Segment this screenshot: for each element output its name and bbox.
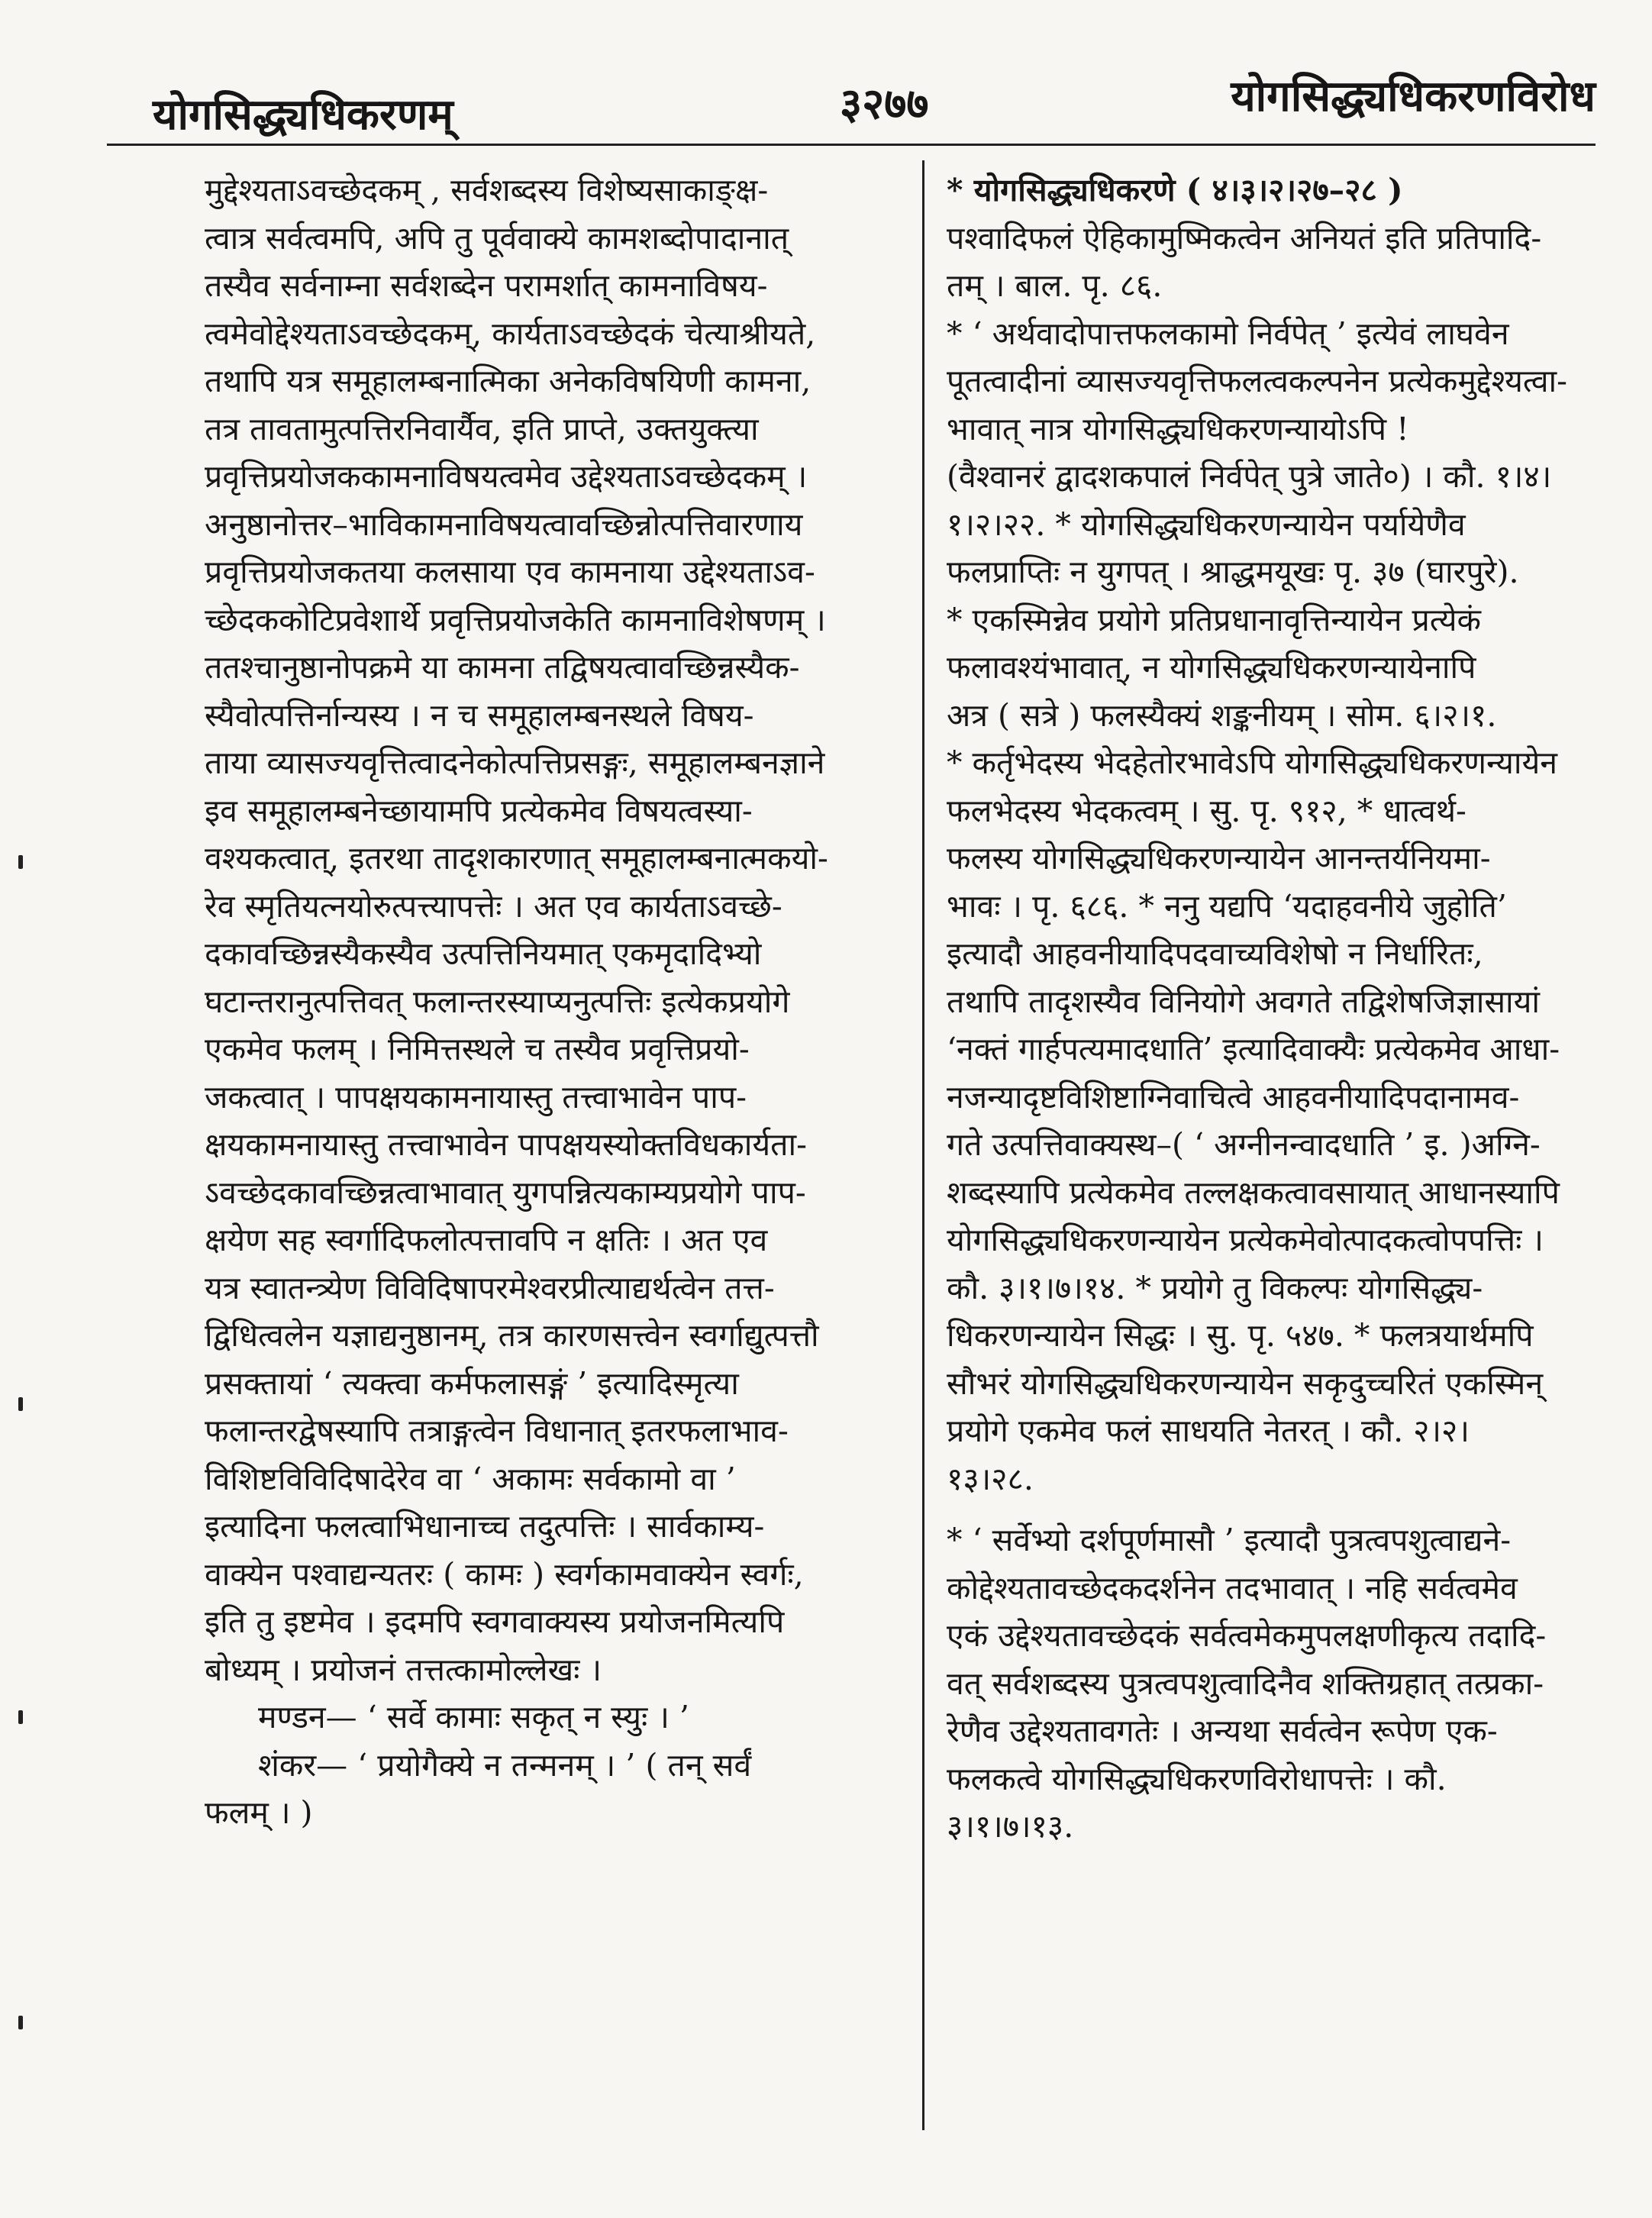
- text-line: इति तु इष्टमेव । इदमपि स्वगवाक्यस्य प्रयोजनमित्यपि: [205, 1603, 785, 1640]
- text-line: वाक्येन पश्वाद्यन्यतरः ( कामः ) स्वर्गकामवाक्येन स्वर्गः,: [205, 1555, 804, 1593]
- text-line: सौभरं योगसिद्ध्यधिकरणन्यायेन सकृदुच्चरितं एकस्मिन्: [947, 1364, 1544, 1402]
- text-line: तत्र तावतामुत्पत्तिरनिवार्यैव, इति प्राप्ते, उक्तयुक्त्या: [205, 410, 759, 447]
- column-divider: [922, 160, 924, 2130]
- text-line: फलावश्यंभावात्, न योगसिद्ध्यधिकरणन्यायेनापि: [947, 649, 1476, 686]
- text-line: फलभेदस्य भेदकत्वम् । सु. पृ. ९१२, * धात्वर्थ-: [947, 792, 1466, 829]
- dialog-line: मण्डन— ‘ सर्वे कामाः सकृत् न स्युः । ’: [258, 1699, 689, 1735]
- text-line: च्छेदककोटिप्रवेशार्थे प्रवृत्तिप्रयोजकेति कामनाविशेषणम् ।: [205, 601, 826, 638]
- text-line: वत् सर्वशब्दस्य पुत्रत्वपशुत्वादिनैव शक्तिग्रहात् तत्प्रका-: [947, 1664, 1544, 1702]
- text-line: इव समूहालम्बनेच्छायामपि प्रत्येकमेव विषयत्वस्या-: [205, 792, 753, 829]
- margin-mark: [18, 2016, 23, 2029]
- text-line: तथापि यत्र समूहालम्बनात्मिका अनेकविषयिणी कामना,: [205, 363, 811, 399]
- text-line: पूतत्वादीनां व्यासज्यवृत्तिफलत्वकल्पनेन प्रत्येकमुद्देश्यत्वा-: [947, 363, 1568, 399]
- text-line: * एकस्मिन्नेव प्रयोगे प्रतिप्रधानावृत्तिन्यायेन प्रत्येकं: [947, 601, 1481, 638]
- text-line: ताया व्यासज्यवृत्तित्वादनेकोत्पत्तिप्रसङ्गः, समूहालम्बनज्ञाने: [205, 744, 825, 781]
- text-line: (वैश्वानरं द्वादशकपालं निर्वपेत् पुत्रे जाते०) । कौ. १।४।: [947, 458, 1552, 495]
- text-line: नजन्यादृष्टविशिष्टाग्निवाचित्वे आहवनीयादिपदानामव-: [947, 1078, 1520, 1115]
- text-line: स्यैवोत्पत्तिर्नान्यस्य । न च समूहालम्बनस्थले विषय-: [205, 696, 754, 734]
- text-line: ३।१।७।१३.: [947, 1808, 1074, 1845]
- margin-mark: [18, 1397, 23, 1411]
- text-line: भावः । पृ. ६८६. * ननु यद्यपि ‘यदाहवनीये जुहोति’: [947, 887, 1507, 925]
- text-line: रेव स्मृतियत्नयोरुत्पत्त्यापत्तेः । अत एव कार्यताऽवच्छे-: [205, 887, 782, 925]
- margin-mark: [18, 855, 23, 869]
- text-line: तम् । बाल. पृ. ८६.: [947, 267, 1163, 304]
- running-head-right: योगसिद्ध्यधिकरणविरोध: [1231, 71, 1596, 121]
- text-line: पश्वादिफलं ऐहिकामुष्मिकत्वेन अनियतं इति प्रतिपादि-: [947, 219, 1542, 257]
- text-line: दकावच्छिन्नस्यैकस्यैव उत्पत्तिनियमात् एकमृदादिभ्यो: [205, 935, 762, 972]
- text-line: कोद्देश्यतावच्छेदकदर्शनेन तदभावात् । नहि सर्वत्वमेव: [947, 1569, 1518, 1606]
- margin-mark: [18, 1710, 23, 1724]
- text-line: प्रसक्तायां ‘ त्यक्त्वा कर्मफलासङ्गं ’ इत्यादिस्मृत्या: [205, 1364, 739, 1402]
- text-line: मुद्देश्यताऽवच्छेदकम् , सर्वशब्दस्य विशेष्यसाकाङ्क्ष-: [205, 172, 769, 208]
- text-line: तथापि तादृशस्यैव विनियोगे अवगते तद्विशेषजिज्ञासायां: [947, 983, 1541, 1020]
- text-line: गते उत्पत्तिवाक्यस्थ–( ‘ अग्नीनन्वादधाति ’ इ. )अग्नि-: [947, 1126, 1541, 1163]
- text-line: ऽवच्छेदकावच्छिन्नत्वाभावात् युगपन्नित्यकाम्यप्रयोगे पाप-: [205, 1174, 806, 1211]
- text-line: एकं उद्देश्यतावच्छेदकं सर्वत्वमेकमुपलक्षणीकृत्य तदादि-: [947, 1617, 1547, 1654]
- text-line: धिकरणन्यायेन सिद्धः । सु. पृ. ५४७. * फलत्रयार्थमपि: [947, 1317, 1534, 1354]
- text-line: वश्यकत्वात्, इतरथा तादृशकारणात् समूहालम्बनात्मकयो-: [205, 840, 828, 877]
- text-line: * योगसिद्ध्यधिकरणे ( ४।३।२।२७–२८ ): [947, 172, 1403, 208]
- right-column: [947, 166, 1618, 1851]
- text-line: * कर्तृभेदस्य भेदहेतोरभावेऽपि योगसिद्ध्यधिकरणन्यायेन: [947, 744, 1558, 781]
- text-line: शब्दस्यापि प्रत्येकमेव तल्लक्षकत्वावसायात् आधानस्यापि: [947, 1174, 1560, 1211]
- text-line: अनुष्ठानोत्तर–भाविकामनाविषयत्वावच्छिन्नोत्पत्तिवारणाय: [205, 505, 803, 543]
- text-line: * ‘ अर्थवादोपात्तफलकामो निर्वपेत् ’ इत्येवं लाघवेन: [947, 315, 1509, 352]
- header-rule: [107, 144, 1596, 146]
- text-line: त्वात्र सर्वत्वमपि, अपि तु पूर्ववाक्ये कामशब्दोपादानात्: [205, 219, 789, 257]
- dialog-line: शंकर— ‘ प्रयोगैक्ये न तन्मनम् । ’ ( तन् सर्वं: [258, 1746, 752, 1784]
- text-line: १३।२८.: [947, 1460, 1034, 1497]
- text-line: तस्यैव सर्वनाम्ना सर्वशब्देन परामर्शात् कामनाविषय-: [205, 267, 768, 304]
- text-line: घटान्तरानुत्पत्तिवत् फलान्तरस्याप्यनुत्पत्तिः इत्येकप्रयोगे: [205, 983, 790, 1020]
- text-line: ततश्चानुष्ठानोपक्रमे या कामना तद्विषयत्वावच्छिन्नस्यैक-: [205, 649, 800, 686]
- text-line: यत्र स्वातन्त्र्येण विविदिषापरमेश्वरप्रीत्याद्यर्थत्वेन तत्त-: [205, 1269, 775, 1306]
- text-line: बोध्यम् । प्रयोजनं तत्तत्कामोल्लेखः ।: [205, 1651, 602, 1688]
- text-line: प्रवृत्तिप्रयोजककामनाविषयत्वमेव उद्देश्यताऽवच्छेदकम् ।: [205, 458, 808, 495]
- text-line: फलस्य योगसिद्ध्यधिकरणन्यायेन आनन्तर्यनियमा-: [947, 840, 1491, 877]
- text-line: अत्र ( सत्रे ) फलस्यैक्यं शङ्कनीयम् । सोम. ६।२।१.: [947, 696, 1497, 734]
- page-header: [46, 53, 1603, 145]
- text-line: जकत्वात् । पापक्षयकामनायास्तु तत्त्वाभावेन पाप-: [205, 1078, 747, 1115]
- text-line: फलकत्वे योगसिद्ध्यधिकरणविरोधापत्तेः । कौ.: [947, 1760, 1447, 1797]
- text-line: द्विधित्वलेन यज्ञाद्यनुष्ठानम्, तत्र कारणसत्त्वेन स्वर्गाद्युत्पत्तौ: [205, 1317, 819, 1354]
- text-line: क्षयकामनायास्तु तत्त्वाभावेन पापक्षयस्योक्तविधकार्यता-: [205, 1126, 807, 1163]
- text-line: १।२।२२. * योगसिद्ध्यधिकरणन्यायेन पर्यायेणैव: [947, 505, 1466, 543]
- text-line: ‘नक्तं गार्हपत्यमादधाति’ इत्यादिवाक्यैः प्रत्येकमेव आधा-: [947, 1031, 1560, 1067]
- text-line: क्षयेण सह स्वर्गादिफलोत्पत्तावपि न क्षतिः । अत एव: [205, 1222, 768, 1258]
- text-line: भावात् नात्र योगसिद्ध्यधिकरणन्यायोऽपि !: [947, 410, 1409, 447]
- text-line: प्रयोगे एकमेव फलं साधयति नेतरत् । कौ. २।२।: [947, 1412, 1470, 1449]
- text-line: इत्यादौ आहवनीयादिपदवाच्यविशेषो न निर्धारितः,: [947, 935, 1483, 972]
- page-number: ३२७७: [840, 79, 929, 129]
- text-line: फलप्राप्तिः न युगपत् । श्राद्धमयूखः पृ. ३७ (घारपुरे).: [947, 554, 1519, 590]
- text-line: योगसिद्ध्यधिकरणन्यायेन प्रत्येकमेवोत्पादकत्वोपपत्तिः ।: [947, 1222, 1544, 1258]
- left-column: [205, 166, 892, 1837]
- text-line: प्रवृत्तिप्रयोजकतया कलसाया एव कामनाया उद्देश्यताऽव-: [205, 554, 815, 590]
- text-line: फलान्तरद्वेषस्यापि तत्राङ्गत्वेन विधानात् इतरफलाभाव-: [205, 1412, 789, 1449]
- running-head-left: योगसिद्ध्यधिकरणम्: [153, 89, 453, 140]
- text-line: त्वमेवोद्देश्यताऽवच्छेदकम्, कार्यताऽवच्छेदकं चेत्याश्रीयते,: [205, 315, 816, 352]
- text-line: * ‘ सर्वेभ्यो दर्शपूर्णमासौ ’ इत्यादौ पुत्रत्वपशुत्वाद्यने-: [947, 1522, 1512, 1558]
- text-line: रेणैव उद्देश्यतावगतेः । अन्यथा सर्वत्वेन रूपेण एक-: [947, 1713, 1498, 1749]
- text-line: कौ. ३।१।७।१४. * प्रयोगे तु विकल्पः योगसिद्ध्य-: [947, 1269, 1483, 1306]
- text-line: एकमेव फलम् । निमित्तस्थले च तस्यैव प्रवृत्तिप्रयो-: [205, 1031, 750, 1067]
- text-line: विशिष्टविविदिषादेरेव वा ‘ अकामः सर्वकामो वा ’: [205, 1460, 736, 1497]
- text-line: इत्यादिना फलत्वाभिधानाच्च तदुत्पत्तिः । सार्वकाम्य-: [205, 1508, 765, 1545]
- dialog-line: फलम् । ): [205, 1794, 313, 1831]
